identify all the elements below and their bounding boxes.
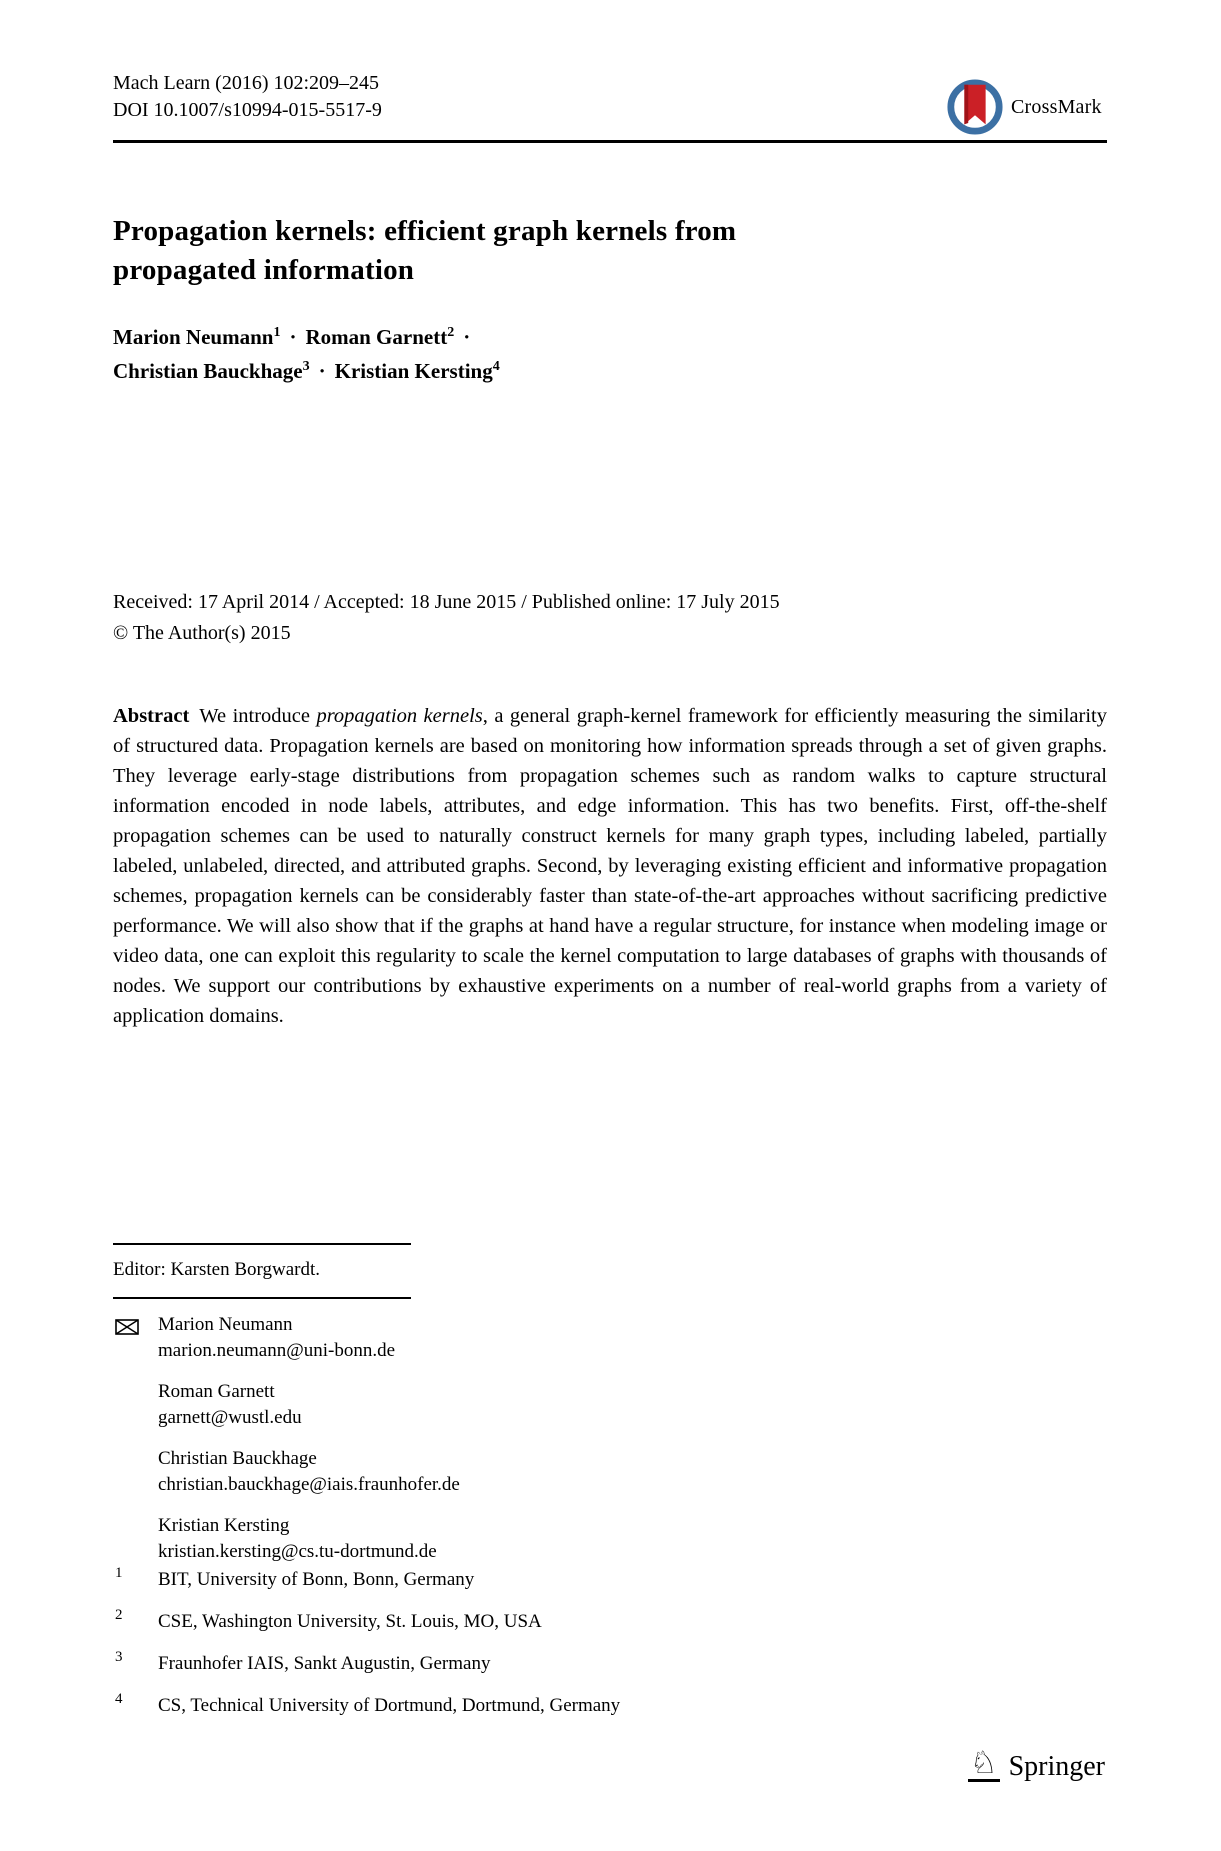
- contact-email: kristian.kersting@cs.tu-dortmund.de: [158, 1541, 437, 1562]
- contact-name: Roman Garnett: [158, 1381, 275, 1402]
- contact-email: marion.neumann@uni-bonn.de: [158, 1340, 395, 1361]
- springer-knight-icon: ♘: [969, 1745, 998, 1780]
- abstract: [113, 701, 1107, 1031]
- affiliation-entry: [113, 1693, 620, 1718]
- envelope-icon: [115, 1317, 139, 1343]
- article-dates: [113, 587, 780, 649]
- affiliation-entry: [113, 1567, 620, 1592]
- author-affiliation-sup: 4: [492, 359, 500, 374]
- contact-name: Christian Bauckhage: [158, 1448, 317, 1469]
- journal-citation: Mach Learn (2016) 102:209–245: [113, 72, 380, 94]
- abstract-body: , a general graph-kernel framework for efficiently measuring the similarity of structured data. Propagation kernels are based on monitoring how information spreads through a set of given graphs. They leverage early-stage distributions from propagation schemes such as random walks to capture structural information encoded in node labels, attributes, and edge information. This has two benefits. First, off-the-shelf propagation schemes can be used to naturally construct kernels for many graph types, including labeled, partially labeled, unlabeled, directed, and attributed graphs. Second, by leveraging existing efficient and informative propagation schemes, propagation kernels can be considerably faster than state-of-the-art approaches without sacrificing predictive performance. We will also show that if the graphs at hand have a regular structure, for instance when modeling image or video data, one can exploit this regularity to scale the kernel computation to large databases of graphs with thousands of nodes. We support our contributions by exhaustive experiments on a number of real-world graphs from a variety of application domains.: [113, 705, 1107, 1027]
- abstract-label: Abstract: [113, 705, 190, 727]
- author-separator: ·: [289, 325, 297, 349]
- abstract-intro: We introduce: [199, 705, 317, 727]
- contact-entry: [113, 1513, 460, 1565]
- author-name: Christian Bauckhage$^3$: [113, 359, 310, 383]
- header-rule: [113, 140, 1107, 143]
- author-separator: ·: [463, 325, 471, 349]
- author-name: Kristian Kersting$^4$: [334, 359, 500, 383]
- footnote-rule-top: [113, 1243, 411, 1245]
- contact-list: [113, 1312, 460, 1580]
- affiliation-number: 1: [115, 1565, 123, 1581]
- affiliation-number: 3: [115, 1649, 123, 1665]
- springer-wordmark: Springer: [1008, 1751, 1105, 1782]
- copyright-line: © The Author(s) 2015: [113, 622, 291, 644]
- title-line-1: Propagation kernels: efficient graph kernels from: [113, 215, 737, 247]
- journal-doi: DOI 10.1007/s10994-015-5517-9: [113, 99, 382, 121]
- author-list: [113, 320, 500, 388]
- author-affiliation-sup: 1: [273, 325, 281, 340]
- contact-name: Kristian Kersting: [158, 1515, 290, 1536]
- crossmark-label: CrossMark: [1011, 95, 1102, 118]
- springer-logo: [968, 1745, 1105, 1782]
- affiliation-text: Fraunhofer IAIS, Sankt Augustin, Germany: [158, 1653, 491, 1674]
- affiliation-number: 4: [115, 1691, 123, 1707]
- received-line: Received: 17 April 2014 / Accepted: 18 June 2015 / Published online: 17 July 2015: [113, 591, 780, 613]
- author-separator: ·: [318, 359, 326, 383]
- page-title: [113, 212, 736, 290]
- contact-entry: [113, 1379, 460, 1431]
- author-affiliation-sup: 2: [447, 325, 455, 340]
- affiliation-text: BIT, University of Bonn, Bonn, Germany: [158, 1569, 475, 1590]
- contact-email: garnett@wustl.edu: [158, 1407, 302, 1428]
- author-affiliation-sup: 3: [302, 359, 310, 374]
- editor-line: Editor: Karsten Borgwardt.: [113, 1259, 321, 1280]
- affiliation-entry: [113, 1651, 620, 1676]
- contact-email: christian.bauckhage@iais.fraunhofer.de: [158, 1474, 460, 1495]
- contact-entry: [113, 1312, 460, 1364]
- affiliation-text: CS, Technical University of Dortmund, Dortmund, Germany: [158, 1695, 621, 1716]
- author-name: Marion Neumann$^1$: [113, 325, 281, 349]
- crossmark-icon: [946, 78, 1004, 136]
- affiliation-list: [113, 1567, 620, 1735]
- abstract-emphasis: propagation kernels: [316, 705, 483, 727]
- affiliation-entry: [113, 1609, 620, 1634]
- crossmark-badge[interactable]: [946, 78, 1102, 136]
- title-line-2: propagated information: [113, 254, 415, 286]
- journal-info: [113, 70, 382, 124]
- contact-name: Marion Neumann: [158, 1314, 293, 1335]
- footnote-rule-bottom: [113, 1297, 411, 1299]
- affiliation-text: CSE, Washington University, St. Louis, MO, USA: [158, 1611, 542, 1632]
- contact-entry: [113, 1446, 460, 1498]
- author-name: Roman Garnett$^2$: [305, 325, 455, 349]
- affiliation-number: 2: [115, 1607, 123, 1623]
